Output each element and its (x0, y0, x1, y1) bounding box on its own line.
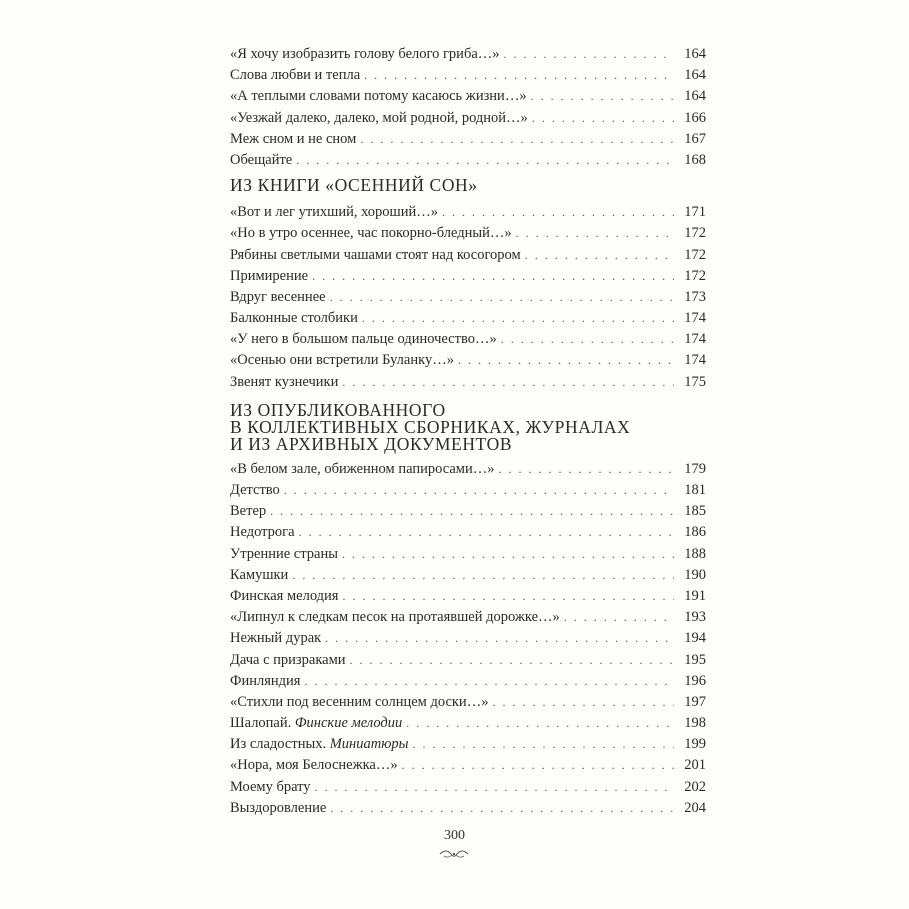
entry-page: 201 (684, 757, 706, 774)
toc-entry (230, 692, 706, 713)
toc-entry (230, 223, 706, 244)
entry-page: 188 (684, 545, 706, 562)
page-number: 300 (444, 828, 465, 843)
entry-page: 195 (684, 651, 706, 668)
dot-leader (564, 607, 674, 628)
entry-title: Дача с призраками (230, 651, 346, 668)
entry-page: 186 (684, 524, 706, 541)
section-heading-line: ИЗ ОПУБЛИКОВАННОГО (230, 399, 446, 420)
section-heading-line: В КОЛЛЕКТИВНЫХ СБОРНИКАХ, ЖУРНАЛАХ (230, 416, 631, 437)
entry-page: 164 (684, 88, 706, 105)
dot-leader (350, 650, 674, 671)
entry-title: «Липнул к следкам песок на протаявшей дорожке…» (230, 609, 560, 626)
entry-page: 190 (684, 566, 706, 583)
entry-title: «Стихли под весенним солнцем доски…» (230, 693, 489, 710)
entry-page: 197 (684, 693, 706, 710)
dot-leader (458, 350, 674, 371)
dot-leader (360, 129, 674, 150)
entry-title: Выздоровление (230, 799, 327, 816)
entry-title: Моему брату (230, 778, 311, 795)
entry-subtitle: Миниатюры (329, 736, 409, 753)
toc-entry (230, 586, 706, 607)
entry-page: 164 (684, 67, 706, 84)
entry-title: «В белом зале, обиженном папиросами…» (230, 460, 495, 477)
toc-entry (230, 202, 706, 223)
toc-entry (230, 308, 706, 329)
entry-title: «Я хочу изобразить голову белого гриба…» (230, 46, 500, 62)
entry-title: Ветер (230, 503, 267, 520)
dot-leader (516, 223, 674, 244)
dot-leader (362, 308, 674, 329)
toc-group-2 (230, 459, 706, 819)
entry-page: 202 (684, 778, 706, 795)
toc-group-0 (230, 44, 706, 171)
dot-leader (342, 586, 674, 607)
entry-page: 164 (684, 46, 706, 62)
entry-title: Нежный дурак (230, 630, 322, 647)
toc-entry (230, 650, 706, 671)
dot-leader (492, 692, 674, 713)
entry-page: 175 (684, 373, 706, 390)
dot-leader (330, 798, 674, 819)
entry-title: Звенят кузнечики (230, 373, 339, 390)
entry-page: 174 (684, 352, 706, 369)
entry-page: 172 (684, 246, 706, 263)
toc-entry (230, 86, 706, 107)
toc-entry (230, 798, 706, 819)
dot-leader (292, 565, 674, 586)
toc-entry (230, 266, 706, 287)
dot-leader (270, 501, 674, 522)
dot-leader (325, 628, 674, 649)
entry-page: 193 (684, 609, 706, 626)
toc-entry (230, 329, 706, 350)
toc-entry (230, 245, 706, 266)
table-of-contents (230, 44, 706, 819)
toc-entry (230, 44, 706, 65)
entry-page: 194 (684, 630, 706, 647)
toc-entry (230, 459, 706, 480)
entry-page: 174 (684, 331, 706, 348)
dot-leader (330, 287, 674, 308)
entry-title: «Но в утро осеннее, час покорно-бледный…» (230, 225, 512, 242)
entry-title: Примирение (230, 267, 309, 284)
entry-title: Шалопай. (230, 715, 292, 732)
entry-page: 172 (684, 225, 706, 242)
toc-entry (230, 108, 706, 129)
dot-leader (342, 372, 674, 393)
entry-page: 191 (684, 587, 706, 604)
dot-leader (315, 777, 674, 798)
dot-leader (312, 266, 674, 287)
dot-leader (498, 459, 674, 480)
dot-leader (296, 150, 674, 171)
entry-page: 179 (684, 460, 706, 477)
entry-page: 166 (684, 109, 706, 126)
entry-page: 198 (684, 715, 706, 732)
toc-entry (230, 65, 706, 86)
entry-page: 181 (684, 482, 706, 498)
entry-page: 167 (684, 130, 706, 147)
toc-entry (230, 777, 706, 798)
entry-title: Камушки (230, 566, 289, 583)
entry-title: Вдруг весеннее (230, 288, 326, 305)
entry-title: Финская мелодия (230, 587, 339, 604)
entry-title: Недотрога (230, 524, 295, 541)
toc-entry (230, 480, 706, 501)
toc-entry (230, 713, 706, 734)
toc-entry (230, 628, 706, 649)
entry-page: 174 (684, 310, 706, 327)
entry-title: «Нора, моя Белоснежка…» (230, 757, 398, 774)
dot-leader (402, 755, 674, 776)
entry-page: 196 (684, 672, 706, 689)
dot-leader (299, 522, 674, 543)
dot-leader (413, 734, 675, 755)
entry-title: «А теплыми словами потому касаюсь жизни…» (230, 88, 527, 105)
entry-page: 172 (684, 267, 706, 284)
entry-title: Рябины светлыми чашами стоят над косогором (230, 246, 521, 263)
dot-leader (532, 108, 674, 129)
toc-group-1 (230, 202, 706, 393)
entry-page: 185 (684, 503, 706, 520)
dot-leader (342, 544, 674, 565)
entry-title-with-subtitle (230, 734, 409, 755)
entry-title: Детство (230, 482, 280, 498)
entry-title: «Вот и лег утихший, хороший…» (230, 204, 438, 221)
ornament-flourish-icon (438, 848, 470, 860)
entry-title-with-subtitle (230, 713, 402, 734)
dot-leader (504, 44, 674, 65)
entry-page: 199 (684, 736, 706, 753)
entry-title: Из сладостных. (230, 736, 327, 753)
toc-entry (230, 522, 706, 543)
dot-leader (442, 202, 674, 223)
entry-title: Обещайте (230, 151, 293, 168)
toc-entry (230, 734, 706, 755)
entry-title: «Осенью они встретили Буланку…» (230, 352, 454, 369)
toc-entry (230, 372, 706, 393)
toc-entry (230, 129, 706, 150)
entry-title: Слова любви и тепла (230, 67, 361, 84)
dot-leader (531, 86, 674, 107)
toc-entry (230, 501, 706, 522)
toc-entry (230, 671, 706, 692)
entry-page: 173 (684, 288, 706, 305)
toc-entry (230, 150, 706, 171)
dot-leader (364, 65, 674, 86)
toc-entry (230, 565, 706, 586)
dot-leader (284, 480, 674, 501)
entry-page: 168 (684, 151, 706, 168)
dot-leader (406, 713, 674, 734)
section-heading-multiline (230, 399, 706, 454)
dot-leader (501, 329, 674, 350)
toc-entry (230, 287, 706, 308)
toc-entry (230, 350, 706, 371)
entry-title: «Уезжай далеко, далеко, мой родной, родной…» (230, 109, 528, 126)
toc-entry (230, 607, 706, 628)
toc-entry (230, 755, 706, 776)
entry-page: 171 (684, 204, 706, 221)
entry-title: Финляндия (230, 672, 301, 689)
section-heading-line: И ИЗ АРХИВНЫХ ДОКУМЕНТОВ (230, 433, 513, 454)
entry-title: Меж сном и не сном (230, 130, 357, 147)
entry-title: Утренние страны (230, 545, 338, 562)
entry-title: Балконные столбики (230, 310, 358, 327)
entry-page: 204 (684, 799, 706, 816)
entry-title: «У него в большом пальце одиночество…» (230, 331, 497, 348)
section-heading: ИЗ КНИГИ «ОСЕННИЙ СОН» (230, 175, 478, 196)
entry-subtitle: Финские мелодии (294, 715, 403, 732)
dot-leader (525, 245, 674, 266)
dot-leader (304, 671, 674, 692)
toc-entry (230, 544, 706, 565)
